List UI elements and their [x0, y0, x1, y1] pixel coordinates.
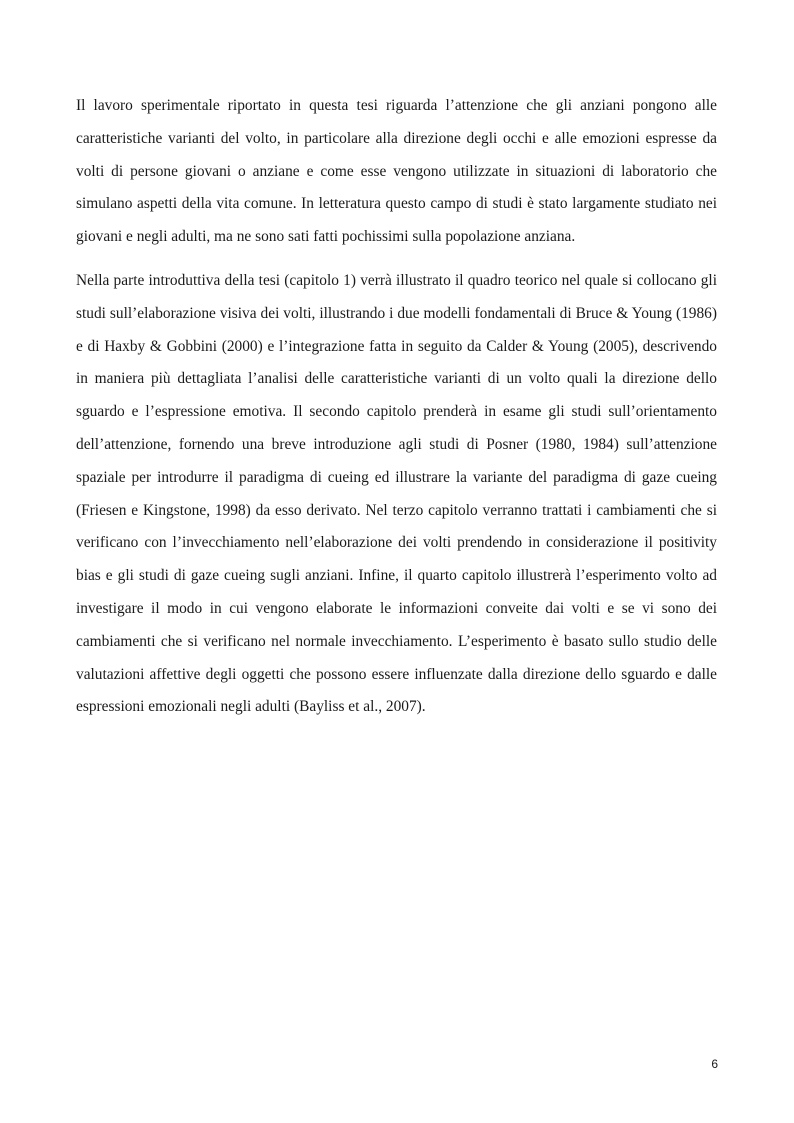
body-text	[76, 90, 717, 735]
page-number: 6	[711, 1057, 718, 1071]
paragraph-outline: Nella parte introduttiva della tesi (capitolo 1) verrà illustrato il quadro teorico nel quale si collocano gli studi sull’elaborazione visiva dei volti, illustrando i due modelli fondamentali di Bruce & Young (1986) e di Haxby & Gobbini (2000) e l’integrazione fatta in seguito da Calder & Young (2005), descrivendo in maniera più dettagliata l’analisi delle caratteristiche varianti di un volto quali la direzione dello sguardo e l’espressione emotiva. Il secondo capitolo prenderà in esame gli studi sull’orientamento dell’attenzione, fornendo una breve introduzione agli studi di Posner (1980, 1984) sull’attenzione spaziale per introdurre il paradigma di cueing ed illustrare la variante del paradigma di gaze cueing (Friesen e Kingstone, 1998) da esso derivato. Nel terzo capitolo verranno trattati i cambiamenti che si verificano con l’invecchiamento nell’elaborazione dei volti prendendo in considerazione il positivity bias e gli studi di gaze cueing sugli anziani. Infine, il quarto capitolo illustrerà l’esperimento volto ad investigare il modo in cui vengono elaborate le informazioni conveite dai volti e se vi sono dei cambiamenti che si verificano nel normale invecchiamento. L’esperimento è basato sullo studio delle valutazioni affettive degli oggetti che possono essere influenzate dalla direzione dello sguardo e dalle espressioni emozionali negli adulti (Bayliss et al., 2007).	[76, 271, 717, 716]
paragraph-intro: Il lavoro sperimentale riportato in questa tesi riguarda l’attenzione che gli anziani pongono alle caratteristiche varianti del volto, in particolare alla direzione degli occhi e alle emozioni espresse da volti di persone giovani o anziane e come esse vengono utilizzate in situazioni di laboratorio che simulano aspetti della vita comune. In letteratura questo campo di studi è stato largamente studiato nei giovani e negli adulti, ma ne sono sati fatti pochissimi sulla popolazione anziana.	[76, 97, 717, 246]
